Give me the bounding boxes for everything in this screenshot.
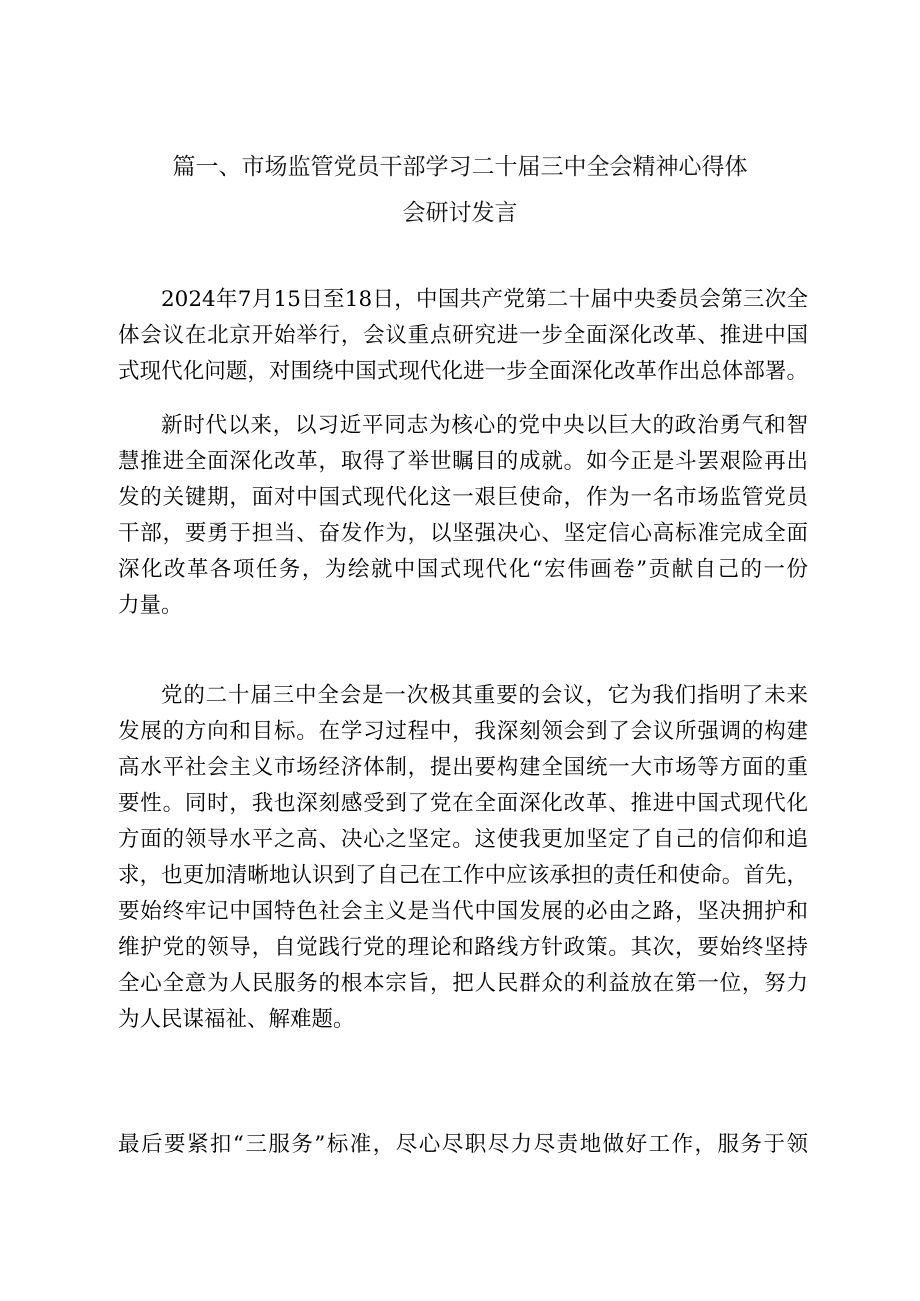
paragraph-line: 高水平社会主义市场经济体制，提出要构建全国统一大市场等方面的重 — [118, 755, 808, 780]
paragraph-line: 发的关键期，面对中国式现代化这一艰巨使命，作为一名市场监管党员 — [118, 485, 808, 510]
paragraph-line: 党的二十届三中全会是一次极其重要的会议，它为我们指明了未来 — [161, 683, 808, 708]
document-title-line-1: 篇一、市场监管党员干部学习二十届三中全会精神心得体 — [172, 154, 748, 180]
paragraph-line: 最后要紧扣“三服务”标准，尽心尽职尽力尽责地做好工作，服务于领 — [118, 1132, 808, 1157]
paragraph-line: 新时代以来，以习近平同志为核心的党中央以巨大的政治勇气和智 — [161, 413, 808, 438]
paragraph-line: 为人民谋福祉、解难题。 — [118, 1007, 355, 1032]
document-title-line-2: 会研讨发言 — [402, 200, 518, 226]
paragraph-line: 干部，要勇于担当、奋发作为，以坚强决心、坚定信心高标准完成全面 — [118, 521, 808, 546]
paragraph-line: 力量。 — [118, 593, 183, 618]
paragraph-line: 求，也更加清晰地认识到了自己在工作中应该承担的责任和使命。首先， — [118, 863, 808, 888]
paragraph-line: 式现代化问题，对围绕中国式现代化进一步全面深化改革作出总体部署。 — [118, 359, 808, 384]
paragraph-1 — [118, 282, 808, 390]
paragraph-line: 发展的方向和目标。在学习过程中，我深刻领会到了会议所强调的构建 — [118, 719, 808, 744]
paragraph-line: 方面的领导水平之高、决心之坚定。这使我更加坚定了自己的信仰和追 — [118, 827, 808, 852]
paragraph-line: 维护党的领导，自觉践行党的理论和路线方针政策。其次，要始终坚持 — [118, 935, 808, 960]
paragraph-4 — [118, 1127, 808, 1163]
paragraph-2 — [118, 408, 808, 624]
paragraph-3 — [118, 678, 808, 1038]
paragraph-line: 2024年7月15日至18日，中国共产党第二十届中央委员会第三次全 — [161, 287, 808, 312]
paragraph-line: 全心全意为人民服务的根本宗旨，把人民群众的利益放在第一位，努力 — [118, 971, 808, 996]
paragraph-line: 慧推进全面深化改革，取得了举世瞩目的成就。如今正是斗罢艰险再出 — [118, 449, 808, 474]
paragraph-line: 体会议在北京开始举行，会议重点研究进一步全面深化改革、推进中国 — [118, 323, 808, 348]
paragraph-line: 深化改革各项任务，为绘就中国式现代化“宏伟画卷”贡献自己的一份 — [118, 557, 808, 582]
paragraph-line: 要性。同时，我也深刻感受到了党在全面深化改革、推进中国式现代化 — [118, 791, 808, 816]
paragraph-line: 要始终牢记中国特色社会主义是当代中国发展的必由之路，坚决拥护和 — [118, 899, 808, 924]
